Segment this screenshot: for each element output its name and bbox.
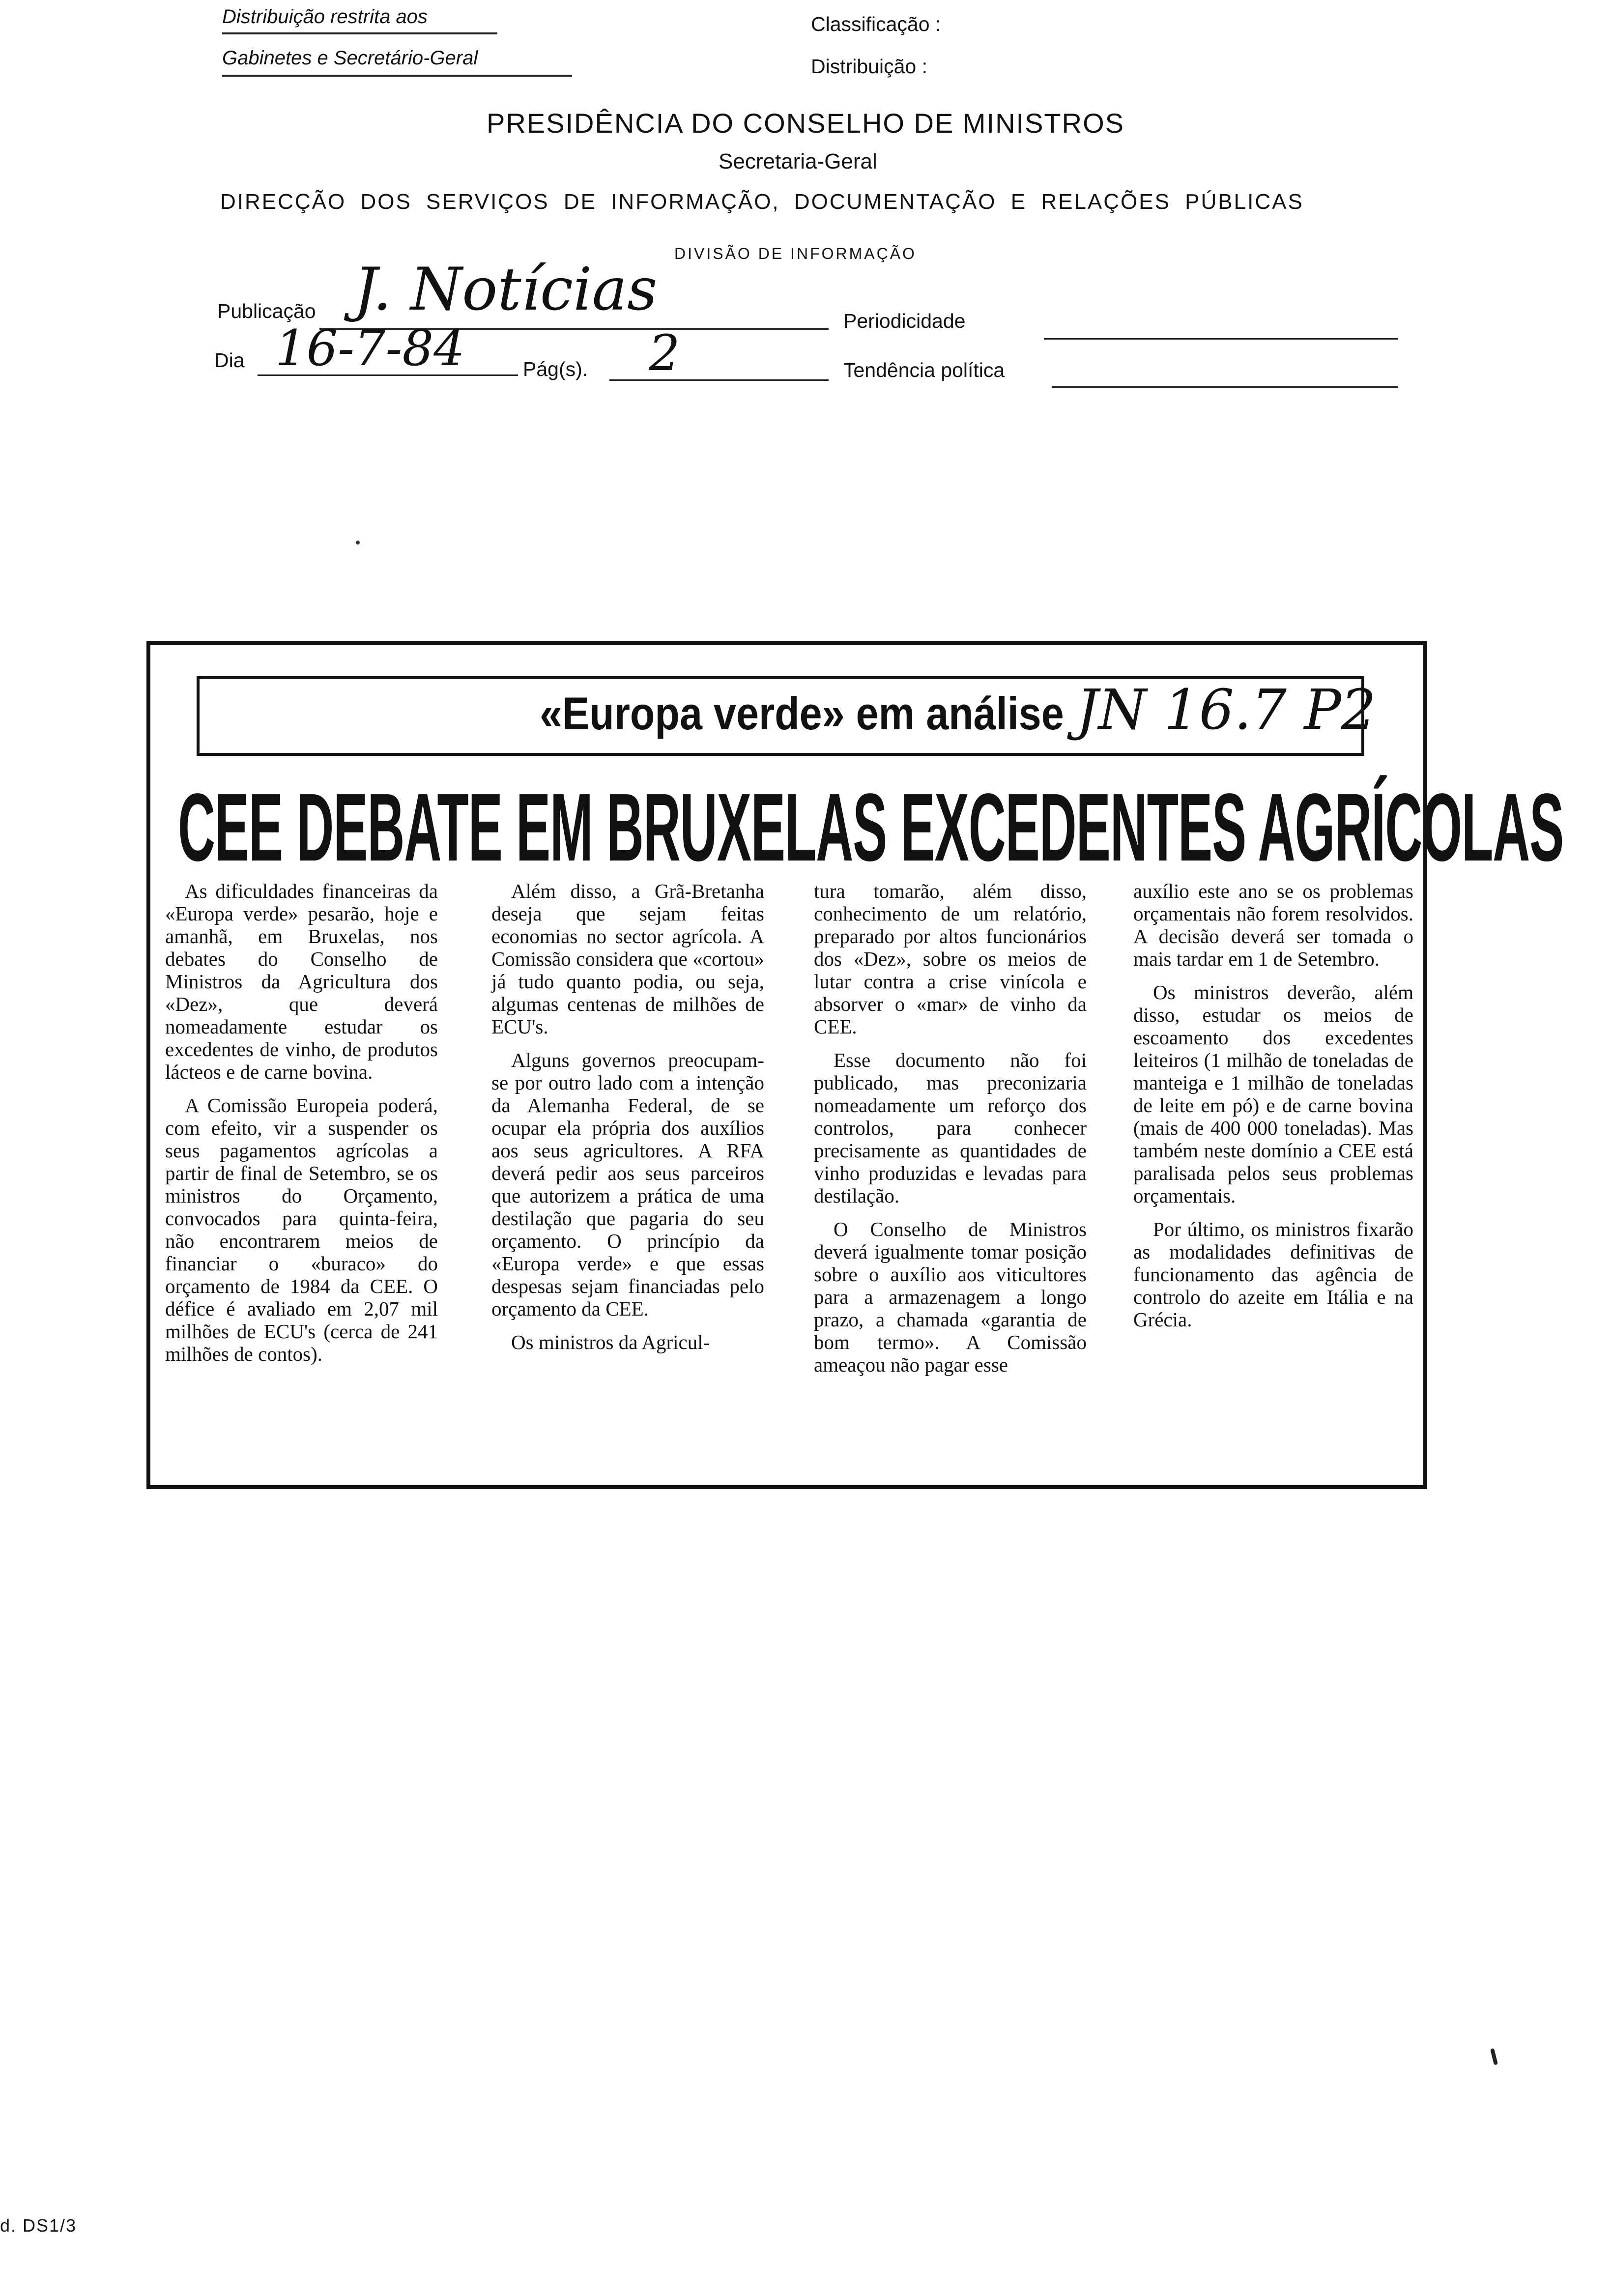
kicker-handwritten-annotation: JN 16.7 P2: [1076, 678, 1377, 742]
institution-title: PRESIDÊNCIA DO CONSELHO DE MINISTROS: [487, 108, 1124, 139]
form-code: d. DS1/3: [0, 2215, 77, 2236]
pags-field-line: [609, 379, 829, 381]
distribution-line-1: Distribuição restrita aos: [222, 6, 428, 28]
column-3-paragraph-1: tura tomarão, além disso, conhecimento de um relatório, preparado por altos funcionários dos «Dez», sobre os meios de lutar contra a crise vinícola e absorver o «mar» de vinho da CEE.: [814, 880, 1087, 1038]
column-2-paragraph-1: Além disso, a Grã-Bretanha deseja que sejam feitas economias no sector agrícola. A Comissão considera que «cortou» já tudo quanto podia, ou seja, algumas centenas de milhões de ECU's.: [491, 880, 764, 1038]
pags-handwritten: 2: [649, 324, 680, 382]
column-1-paragraph-2: A Comissão Europeia poderá, com efeito, vir a suspender os seus pagamentos agrícolas a partir de final de Setembro, se os ministros do Orçamento, convocados para quinta-feira, não encontrarem meios de financiar o «buraco» do orçamento de 1984 da CEE. O défice é avaliado em 2,07 mil milhões de ECU's (cerca de 241 milhões de contos).: [165, 1094, 438, 1365]
directorate-line: DIRECÇÃO DOS SERVIÇOS DE INFORMAÇÃO, DOCUMENTAÇÃO E RELAÇÕES PÚBLICAS: [220, 190, 1304, 214]
secretariat-subtitle: Secretaria-Geral: [719, 149, 877, 173]
article-column-4: [1133, 880, 1413, 1342]
classificacao-label: Classificação :: [811, 13, 941, 35]
scan-speck: [356, 541, 360, 545]
column-1-paragraph-1: As dificuldades financeiras da «Europa verde» pesarão, hoje e amanhã, em Bruxelas, nos debates do Conselho de Ministros da Agricultura dos «Dez», que deverá nomeadamente estudar os excedentes de vinho, de produtos lácteos e de carne bovina.: [165, 880, 438, 1083]
distribution-underline-2: [222, 75, 572, 77]
article-column-1: [165, 880, 438, 1376]
dia-label: Dia: [214, 349, 245, 372]
article-headline: CEE DEBATE EM BRUXELAS EXCEDENTES AGRÍCOLAS: [178, 774, 1564, 881]
publicacao-handwritten: J. Notícias: [354, 256, 658, 324]
tendencia-label: Tendência política: [843, 359, 1005, 381]
distribution-line-2: Gabinetes e Secretário-Geral: [222, 47, 478, 69]
column-3-paragraph-3: O Conselho de Ministros deverá igualmente tomar posição sobre o auxílio aos viticultores para a armazenagem a longo prazo, a chamada «garantia de bom termo». A Comissão ameaçou não pagar esse: [814, 1218, 1087, 1376]
column-4-paragraph-3: Por último, os ministros fixarão as modalidades definitivas de funcionamento das agência de controlo do azeite em Itália e na Grécia.: [1133, 1218, 1413, 1331]
tendencia-field-line: [1052, 386, 1398, 388]
pags-label: Pág(s).: [523, 358, 588, 380]
column-3-paragraph-2: Esse documento não foi publicado, mas preconizaria nomeadamente um reforço dos controlos, para conhecer precisamente as quantidades de vinho produzidas e levadas para destilação.: [814, 1049, 1087, 1207]
periodicidade-label: Periodicidade: [843, 310, 966, 332]
article-column-3: [814, 880, 1087, 1387]
scan-speck: [1490, 2048, 1498, 2066]
periodicidade-field-line: [1044, 338, 1398, 340]
distribution-underline-1: [222, 32, 497, 34]
division-line: DIVISÃO DE INFORMAÇÃO: [674, 245, 917, 262]
column-4-paragraph-2: Os ministros deverão, além disso, estudar os meios de escoamento dos excedentes leiteiros (1 milhão de toneladas de manteiga e 1 milhão de toneladas de leite em pó) e de carne bovina (mais de 400 000 toneladas). Mas também neste domínio a CEE está paralisada pelos seus problemas orçamentais.: [1133, 981, 1413, 1207]
dia-handwritten: 16-7-84: [275, 319, 465, 377]
publicacao-label: Publicação: [217, 300, 316, 322]
column-2-paragraph-2: Alguns governos preocupam-se por outro lado com a intenção da Alemanha Federal, de se ocupar ela própria dos auxílios aos seus agricultores. A RFA deverá pedir aos seus parceiros que autorizem a prática de uma destilação que pagaria do seu orçamento. O princípio da «Europa verde» e que essas despesas sejam financiadas pelo orçamento da CEE.: [491, 1049, 764, 1320]
column-4-paragraph-1: auxílio este ano se os problemas orçamentais não forem resolvidos. A decisão deverá ser tomada o mais tardar em 1 de Setembro.: [1133, 880, 1413, 970]
article-column-2: [491, 880, 764, 1364]
distribuicao-label: Distribuição :: [811, 55, 927, 78]
article-kicker: «Europa verde» em análise: [540, 688, 1064, 739]
column-2-paragraph-3: Os ministros da Agricul-: [511, 1331, 710, 1353]
